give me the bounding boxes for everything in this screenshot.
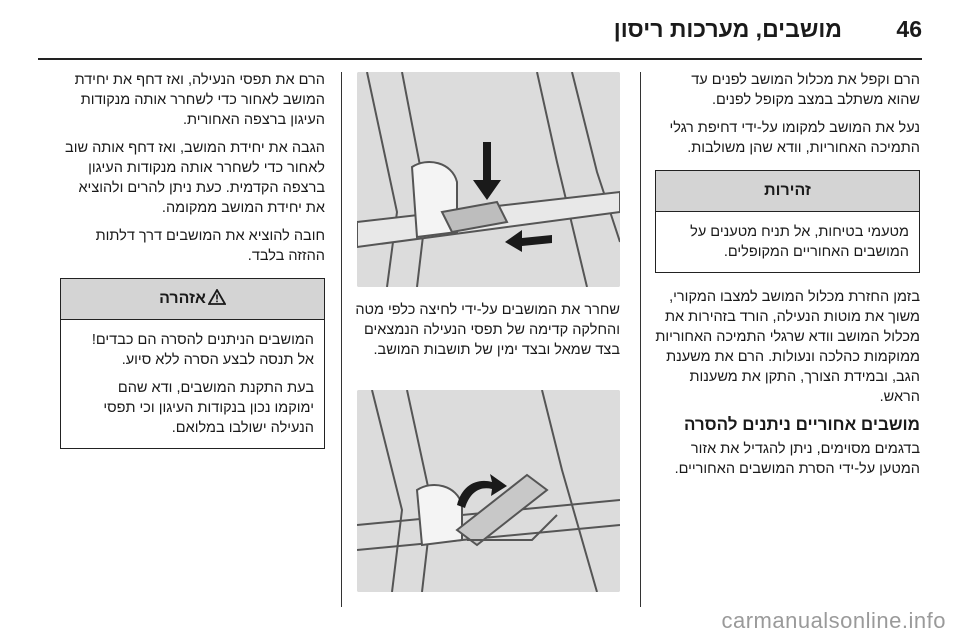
column-divider — [640, 72, 641, 607]
paragraph: הגבה את יחידת המושב, ואז דחף אותה שוב לאחור כדי לשחרר אותה מנקודות העיגון ברצפה הקדמית. כעת ניתן להרים ולהוציא את יחידת המושב ממקומה. — [65, 140, 325, 216]
left-column — [60, 70, 325, 463]
warning-text: המושבים הניתנים להסרה הם כבדים! אל תנסה לבצע הסרה ללא סיוע. — [91, 332, 314, 368]
paragraph: נעל את המושב למקומו על-ידי דחיפת רגלי התמיכה האחוריות, וודא שהן משולבות. — [669, 120, 920, 156]
warning-body — [61, 320, 324, 448]
header-divider — [38, 58, 922, 60]
caution-heading: זהירות — [656, 171, 919, 212]
caution-body — [656, 212, 919, 272]
paragraph: הרם את תפסי הנעילה, ואז דחף את יחידת המושב לאחור כדי לשחרר אותה מנקודות העיגון ברצפה האחורית. — [74, 72, 325, 128]
page-number: 46 — [896, 16, 922, 42]
page-header — [0, 0, 960, 62]
warning-header — [61, 279, 324, 320]
right-column — [655, 70, 920, 487]
page-title: מושבים, מערכות ריסון — [613, 16, 842, 42]
warning-box — [60, 278, 325, 449]
caution-text: מטעמי בטיחות, אל תניח מטענים על המושבים האחוריים המקופלים. — [690, 224, 909, 260]
watermark: carmanualsonline.info — [721, 608, 946, 633]
warning-heading: אזהרה — [159, 290, 206, 307]
paragraph: הרם וקפל את מכלול המושב לפנים עד שהוא משתלב במצב מקופל לפנים. — [691, 72, 920, 108]
column-divider — [341, 72, 342, 607]
middle-column — [352, 300, 620, 368]
paragraph: חובה להוציא את המושבים דרך דלתות ההזזה בלבד. — [95, 228, 325, 264]
seat-lift-illustration — [357, 390, 620, 592]
warning-triangle-icon — [208, 289, 226, 309]
seat-latch-illustration — [357, 72, 620, 287]
paragraph: בדגמים מסוימים, ניתן להגדיל את אזור המטען על-ידי הסרת המושבים האחוריים. — [674, 441, 920, 477]
latch-lift-drawing — [357, 390, 620, 592]
paragraph: בזמן החזרת מכלול המושב למצבו המקורי, משוך את מוטות הנעילה, הורד בזהירות את מכלול המושב וודא שרגלי התמיכה האחוריות ממוקמות כהלכה ונעולות. הרם את משענת הגב, ובמידת הצורך, התקן את משענות הראש. — [655, 289, 920, 405]
illustration-caption: שחרר את המושבים על-ידי לחיצה כלפי מטה והחלקה קדימה של תפסי הנעילה הנמצאים בצד שמאל ובצד ימין של תושבות המושב. — [355, 302, 620, 358]
warning-text: בעת התקנת המושבים, ודא שהם ימוקמו נכון בנקודות העיגון וכי תפסי הנעילה ישולבו במלואם. — [103, 380, 314, 436]
section-heading: מושבים אחוריים ניתנים להסרה — [683, 415, 920, 434]
latch-release-drawing — [357, 72, 620, 287]
caution-box — [655, 170, 920, 273]
